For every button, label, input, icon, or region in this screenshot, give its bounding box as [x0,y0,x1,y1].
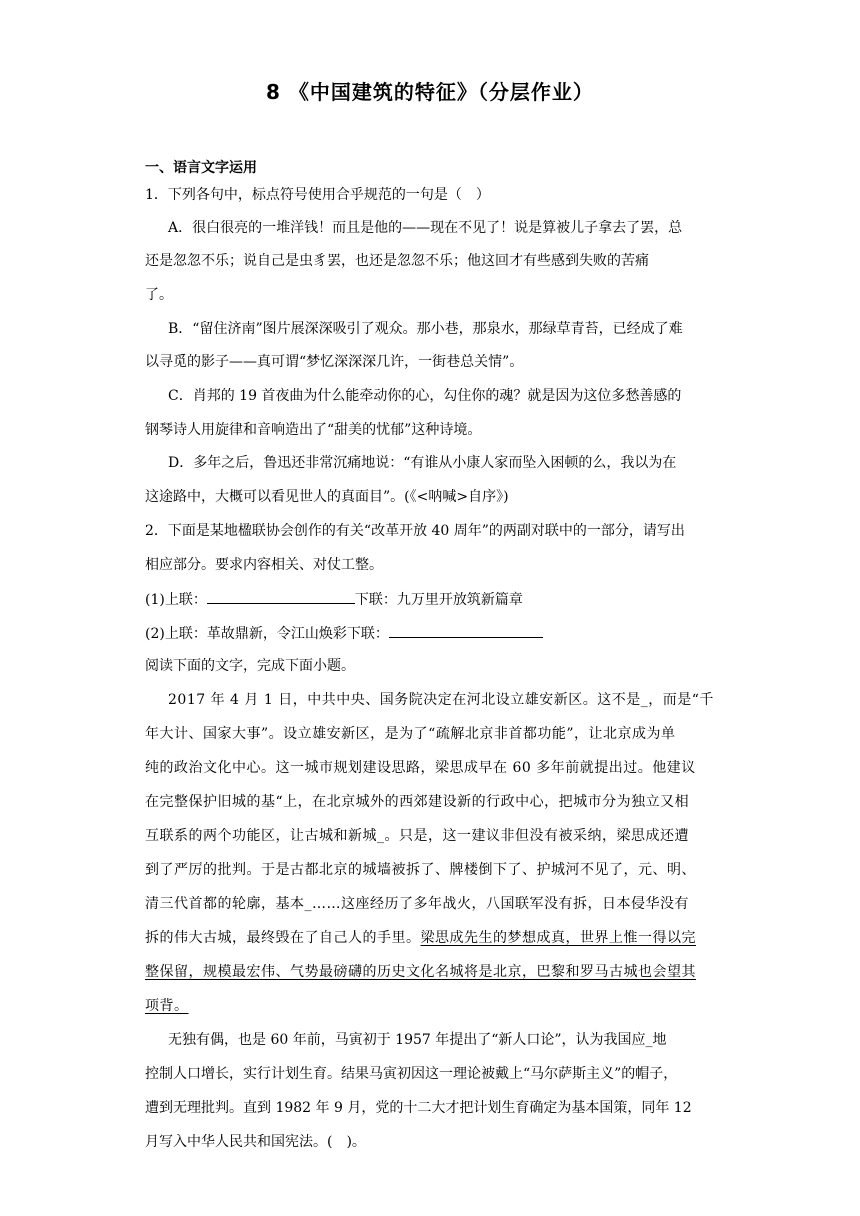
q1-option-d-line2: 这途路中，大概可以看见世人的真面目”。(《<呐喊>自序》) [145,489,509,505]
passage-p1-line6: 到了严厉的批判。于是古都北京的城墙被拆了、牌楼倒下了、护城河不见了，元、明、 [145,862,696,878]
passage-p2-line2: 控制人口增长，实行计划生育。结果马寅初因这一理论被戴上“马尔萨斯主义”的帽子， [145,1066,678,1082]
q1-option-d: D．多年之后，鲁迅还非常沉痛地说：“有谁从小康人家而坠入困顿的么，我以为在 [168,455,677,471]
passage-p1-line7: 清三代首都的轮廓，基本_……这座经历了多年战火，八国联军没有拆，日本侵华没有 [145,896,689,912]
passage-p2-line1: 无独有偶，也是 60 年前，马寅初于 1957 年提出了“新人口论”，认为我国应_地 [168,1032,667,1048]
passage-p2-line4: 月写入中华人民共和国宪法。( )。 [145,1134,366,1150]
q2-sub2-answer-blank[interactable] [389,623,543,638]
q2-stem: 2．下面是某地楹联协会创作的有关“改革开放 40 周年”的两副对联中的一部分，请写出 [145,523,685,539]
section-heading: 一、语言文字运用 [145,160,257,176]
q2-sub1-answer-blank[interactable] [207,589,355,604]
passage-p1-line8-plain: 拆的伟大古城，最终毁在了自己人的手里。 [145,930,421,946]
page-title: 8 《中国建筑的特征》（分层作业） [266,80,594,104]
underlined-sentence-start: 梁思成先生的梦想成真，世界上惟一得以完 [420,930,696,946]
q2-stem-line2: 相应部分。要求内容相关、对仗工整。 [145,557,383,573]
passage-p1-line4: 在完整保护旧城的基“上，在北京城外的西郊建设新的行政中心，把城市分为独立又相 [145,794,690,810]
underlined-sentence-end: 项背。 [145,998,189,1014]
q2-sub1 [145,589,523,610]
q1-option-a-line2: 还是忽忽不乐；说自己是虫豸罢，也还是忽忽不乐；他这回才有些感到失败的苦痛 [145,253,649,269]
q1-option-c: C．肖邦的 19 首夜曲为什么能牵动你的心，勾住你的魂？就是因为这位多愁善感的 [168,388,682,404]
passage-p1-line3: 纯的政治文化中心。这一城市规划建设思路，梁思成早在 60 多年前就提出过。他建议 [145,760,696,776]
passage-p1-line2: 年大计、国家大事”。设立雄安新区，是为了“疏解北京非首都功能”，让北京成为单 [145,726,676,742]
q2-sub2 [145,623,543,644]
q2-sub1-upper-label: (1)上联： [145,592,207,608]
q1-option-a-line3: 了。 [145,287,173,303]
q2-sub1-lower: 下联：九万里开放筑新篇章 [354,592,523,608]
passage-p1-line5: 互联系的两个功能区，让古城和新城_。只是，这一建议非但没有被采纳，梁思成还遭 [145,828,689,844]
passage-p2-line3: 遭到无理批判。直到 1982 年 9 月，党的十二大才把计划生育确定为基本国策，同年 12 [145,1100,692,1116]
underlined-sentence-middle: 整保留，规模最宏伟、气势最磅礴的历史文化名城将是北京，巴黎和罗马古城也会望其 [145,964,696,980]
q1-option-c-line2: 钢琴诗人用旋律和音响造出了“甜美的忧郁”这种诗境。 [145,422,482,438]
q1-option-b: B．“留住济南”图片展深深吸引了观众。那小巷，那泉水，那绿草青苔，已经成了难 [168,321,683,337]
q1-option-b-line2: 以寻觅的影子——真可谓“梦忆深深深几许，一街巷总关情”。 [145,354,524,370]
passage-p1-line1: 2017 年 4 月 1 日，中共中央、国务院决定在河北设立雄安新区。这不是_，而是“千 [168,692,714,708]
q1-stem: 1．下列各句中，标点符号使用合乎规范的一句是（ ） [145,187,490,203]
reading-intro: 阅读下面的文字，完成下面小题。 [145,658,355,674]
q2-sub2-text: (2)上联：革故鼎新，令江山焕彩下联： [145,626,389,642]
passage-p1-line8 [145,928,696,948]
q1-option-a: A．很白很亮的一堆洋钱！而且是他的——现在不见了！说是算被儿子拿去了罢，总 [168,220,683,236]
